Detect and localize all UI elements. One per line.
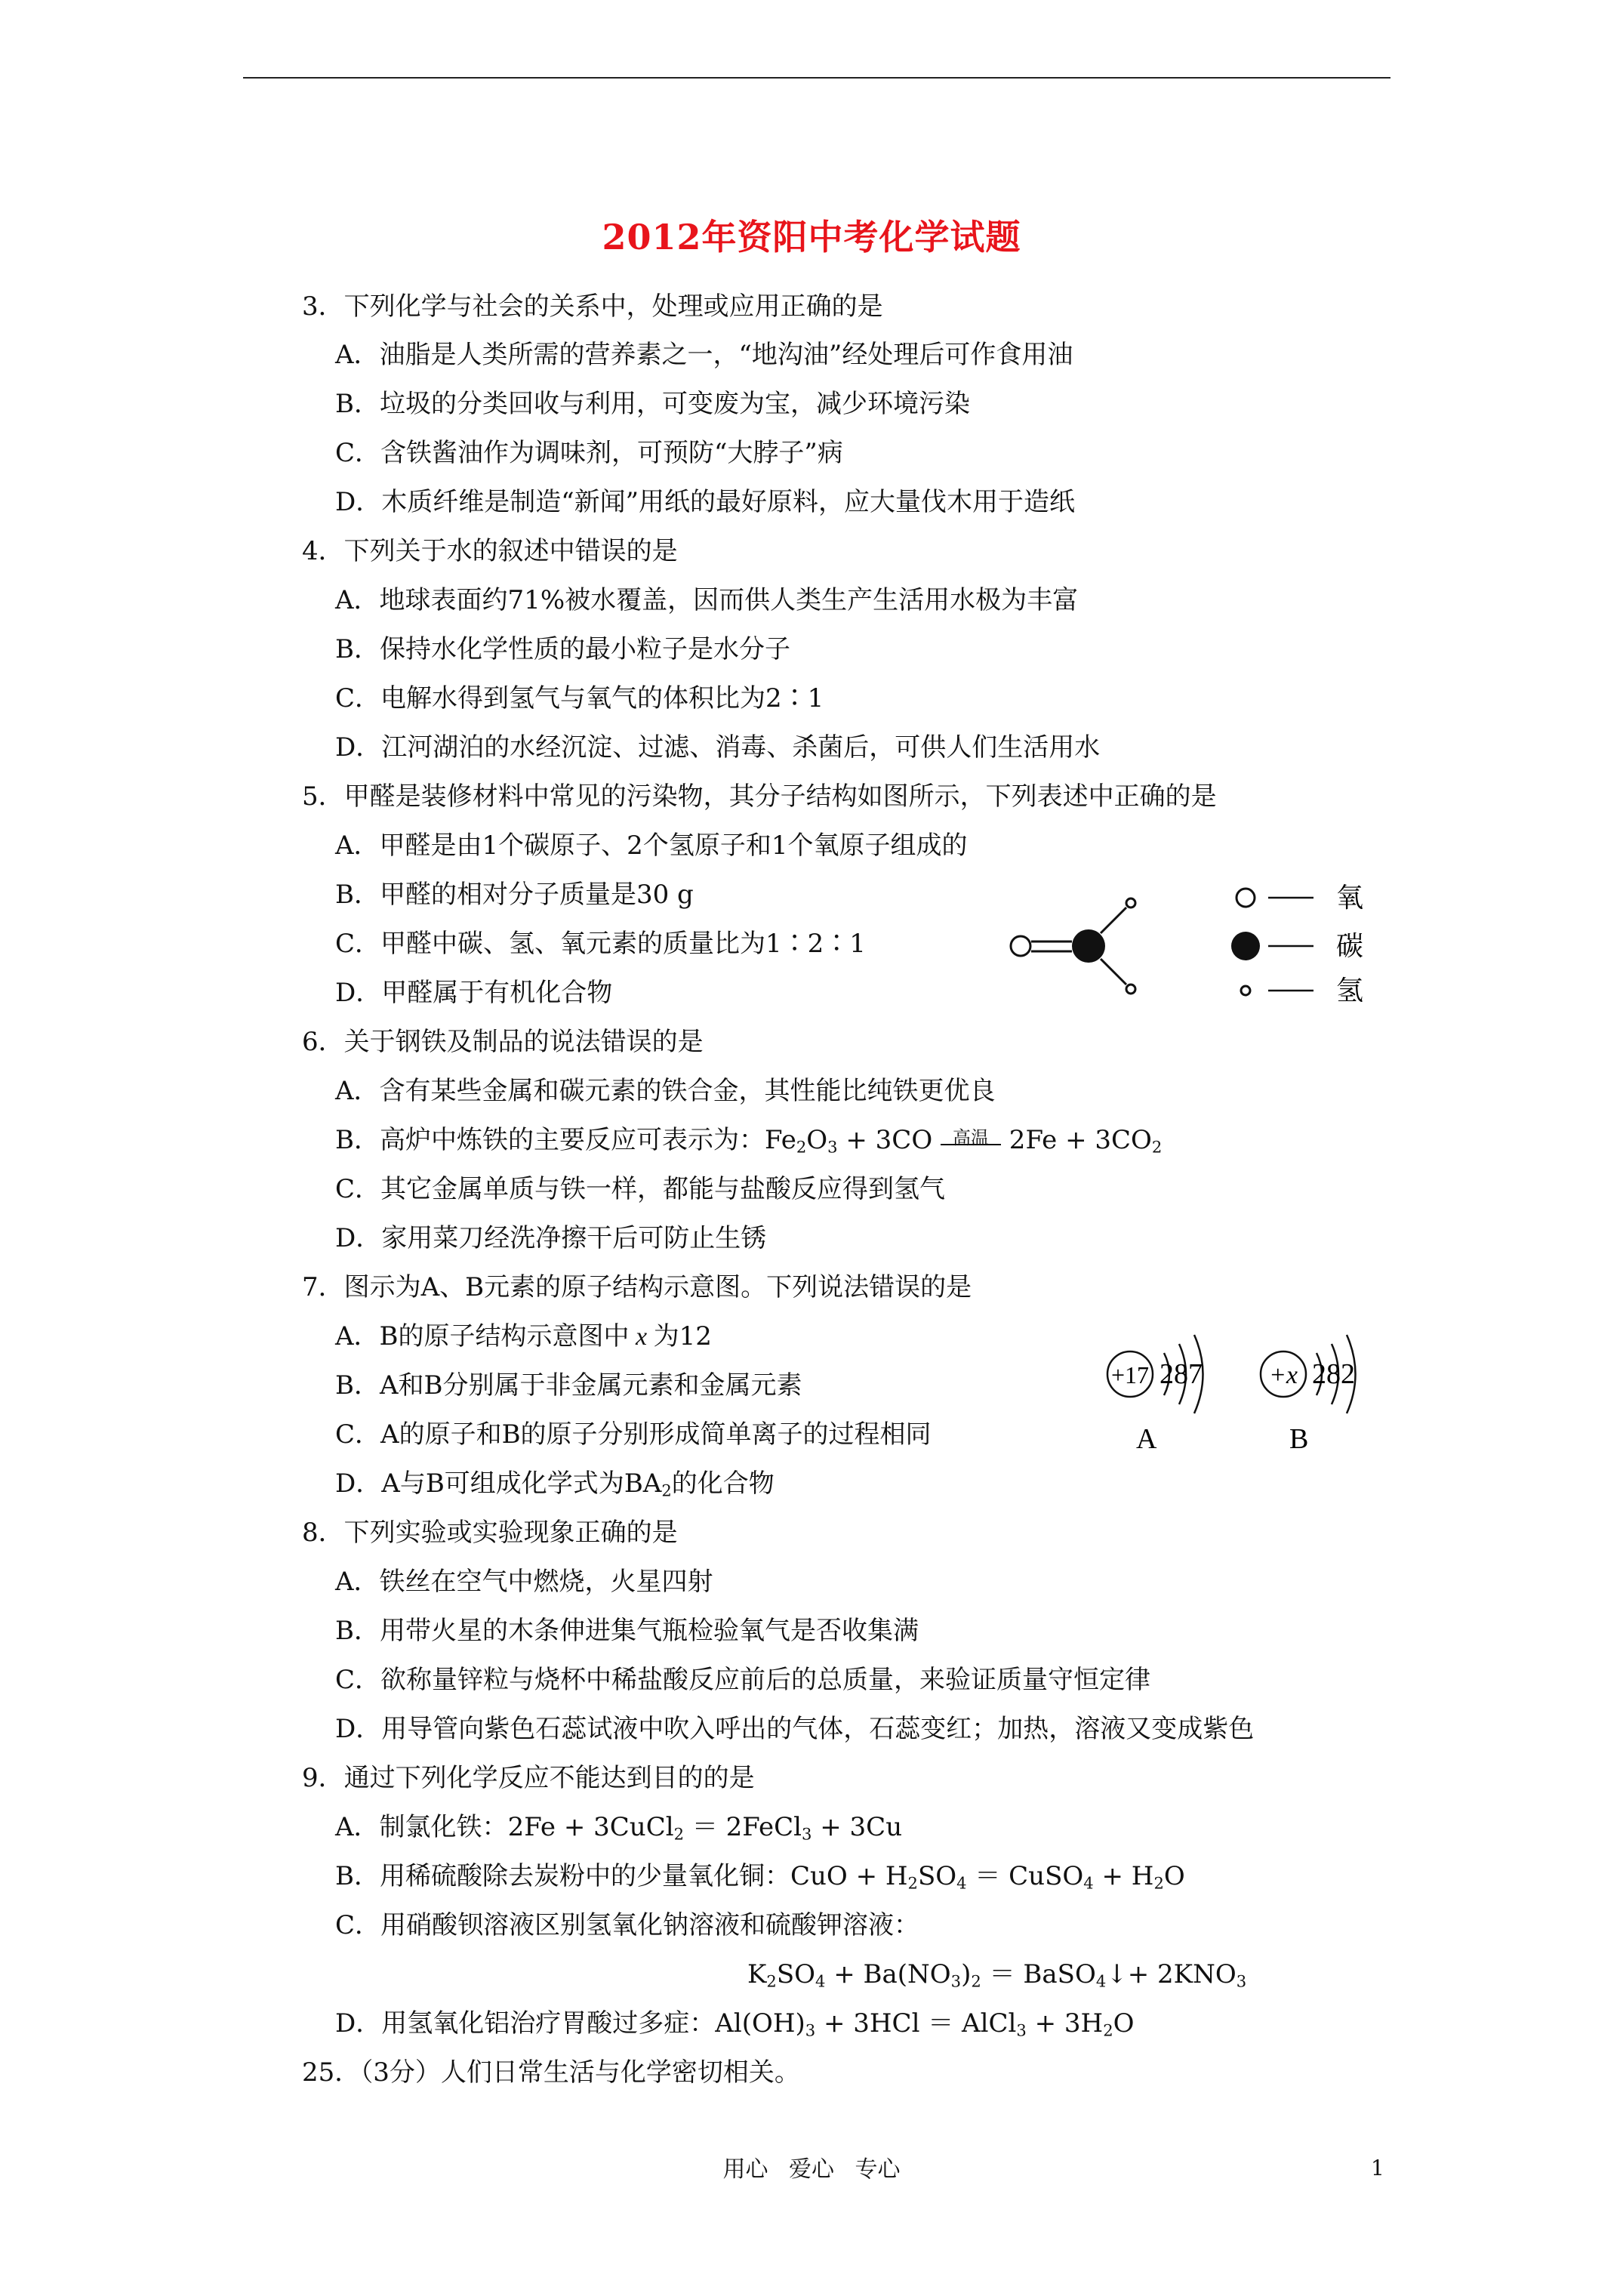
question-9-option-a: A．制氯化铁：2Fe + 3CuCl$_2$ ＝ 2FeCl$_3$ + 3Cu [335, 1812, 903, 1844]
question-7-option-a: A．B的原子结构示意图中 x 为12 [335, 1321, 712, 1351]
atom-b-label: B [1289, 1423, 1309, 1455]
equation-9a: 2Fe + 3CuCl$_2$ ＝ 2FeCl$_3$ + 3Cu [507, 1812, 903, 1844]
question-25-stem: 25．（3分）人们日常生活与化学密切相关。 [302, 2057, 800, 2088]
legend-carbon-icon [1231, 932, 1260, 960]
atom-a-nucleus: +17 [1110, 1361, 1150, 1388]
question-3-option-d: D．木质纤维是制造“新闻”用纸的最好原料，应大量伐木用于造纸 [335, 487, 1076, 517]
question-8-option-b: B．用带火星的木条伸进集气瓶检验氧气是否收集满 [335, 1616, 919, 1646]
legend-oxygen-icon [1236, 889, 1255, 907]
equation-9b: CuO + $H_2SO_4$ ＝ CuSO$_4$ + $H_2O$ [790, 1861, 1185, 1893]
equation-ironmaking: $Fe_2O_3 + 3CO$ 高温 $2Fe + 3CO_2$ [765, 1125, 1162, 1155]
question-8-option-d: D．用导管向紫色石蕊试液中吹入呼出的气体，石蕊变红；加热，溶液又变成紫色 [335, 1714, 1255, 1744]
question-9-option-c: C．用硝酸钡溶液区别氢氧化钠溶液和硫酸钾溶液： [335, 1910, 920, 1940]
question-7-option-d: D．A与B可组成化学式为$BA_2$的化合物 [335, 1469, 775, 1500]
oxygen-atom [1011, 936, 1030, 956]
question-7-option-c: C．A的原子和B的原子分别形成简单离子的过程相同 [335, 1419, 932, 1450]
question-6-option-d: D．家用菜刀经洗净擦干后可防止生锈 [335, 1223, 767, 1253]
question-8-option-c: C．欲称量锌粒与烧杯中稀盐酸反应前后的总质量，来验证质量守恒定律 [335, 1665, 1151, 1695]
question-6-option-a: A．含有某些金属和碳元素的铁合金，其性能比纯铁更优良 [335, 1076, 996, 1106]
legend-carbon-label: 碳 [1336, 931, 1364, 961]
question-8-option-a: A．铁丝在空气中燃烧，火星四射 [335, 1567, 713, 1597]
question-6-option-c: C．其它金属单质与铁一样，都能与盐酸反应得到氢气 [335, 1174, 946, 1204]
hydrogen-atom-bottom [1126, 985, 1135, 994]
atom-b-shells: 282 [1312, 1358, 1355, 1390]
equation-condition: 高温 [953, 1127, 989, 1148]
question-9-option-d: D．用氢氧化铝治疗胃酸过多症：$Al(OH)_3 + 3HCl$ ＝ AlCl$_3$ + $3H_2O$ [335, 2008, 1135, 2040]
legend-oxygen-label: 氧 [1336, 883, 1364, 913]
question-4-option-a: A．地球表面约71%被水覆盖，因而供人类生产生活用水极为丰富 [335, 585, 1079, 615]
atom-a-diagram [1107, 1335, 1203, 1455]
question-4-stem: 4．下列关于水的叙述中错误的是 [302, 536, 678, 566]
question-9-stem: 9．通过下列化学反应不能达到目的的是 [302, 1763, 755, 1793]
atom-b-diagram [1261, 1335, 1356, 1455]
formula-ba2: $BA_2$ [624, 1469, 672, 1500]
question-6-stem: 6．关于钢铁及制品的说法错误的是 [302, 1027, 704, 1057]
question-3-stem: 3．下列化学与社会的关系中，处理或应用正确的是 [302, 291, 883, 322]
question-3-option-b: B．垃圾的分类回收与利用，可变废为宝，减少环境污染 [335, 389, 970, 419]
question-4-option-c: C．电解水得到氢气与氧气的体积比为2∶1 [335, 683, 824, 713]
legend-hydrogen-icon [1241, 986, 1250, 995]
question-6-option-b-text: B．高炉中炼铁的主要反应可表示为： [335, 1125, 765, 1155]
atom-structure-figure [1095, 1314, 1412, 1472]
question-7-option-b: B．A和B分别属于非金属元素和金属元素 [335, 1370, 802, 1401]
page-title: 2012年资阳中考化学试题 [602, 217, 1021, 257]
footer-motto: 用心 爱心 专心 [722, 2156, 901, 2183]
question-3-option-a: A．油脂是人类所需的营养素之一，“地沟油”经处理后可作食用油 [335, 340, 1073, 370]
question-5-option-b: B．甲醛的相对分子质量是30 g [335, 880, 694, 910]
question-5-option-c: C．甲醛中碳、氢、氧元素的质量比为1∶2∶1 [335, 929, 866, 959]
hydrogen-atom-top [1126, 898, 1135, 908]
question-9-option-b: B．用稀硫酸除去炭粉中的少量氧化铜：CuO + $H_2SO_4$ ＝ CuSO$_4$ + $H_2O$ [335, 1861, 1185, 1893]
question-8-stem: 8．下列实验或实验现象正确的是 [302, 1518, 678, 1548]
question-6-option-b [335, 1125, 1162, 1155]
legend-hydrogen-label: 氢 [1336, 975, 1364, 1006]
atom-a-shells: 287 [1160, 1358, 1203, 1390]
page-number: 1 [1371, 2156, 1384, 2180]
question-4-option-b: B．保持水化学性质的最小粒子是水分子 [335, 634, 790, 664]
carbon-atom [1072, 929, 1105, 963]
question-5-option-d: D．甲醛属于有机化合物 [335, 978, 613, 1008]
header-rule [243, 77, 1390, 79]
equation-9d: $Al(OH)_3 + 3HCl$ ＝ AlCl$_3$ + $3H_2O$ [715, 2008, 1135, 2040]
formaldehyde-structure-figure [996, 868, 1419, 1027]
question-4-option-d: D．江河湖泊的水经沉淀、过滤、消毒、杀菌后，可供人们生活用水 [335, 732, 1101, 763]
question-3-option-c: C．含铁酱油作为调味剂，可预防“大脖子”病 [335, 438, 843, 468]
atom-a-label: A [1136, 1423, 1157, 1455]
question-7-stem: 7．图示为A、B元素的原子结构示意图。下列说法错误的是 [302, 1272, 972, 1302]
question-5-stem: 5．甲醛是装修材料中常见的污染物，其分子结构如图所示，下列表述中正确的是 [302, 781, 1217, 812]
equation-9c: $K_2SO_4 + Ba(NO_3)_2$ ＝ BaSO$_4$↓+ $2KNO_3$ [747, 1959, 1247, 1991]
question-5-option-a: A．甲醛是由1个碳原子、2个氢原子和1个氧原子组成的 [335, 831, 968, 861]
atom-b-nucleus: +x [1268, 1361, 1298, 1389]
